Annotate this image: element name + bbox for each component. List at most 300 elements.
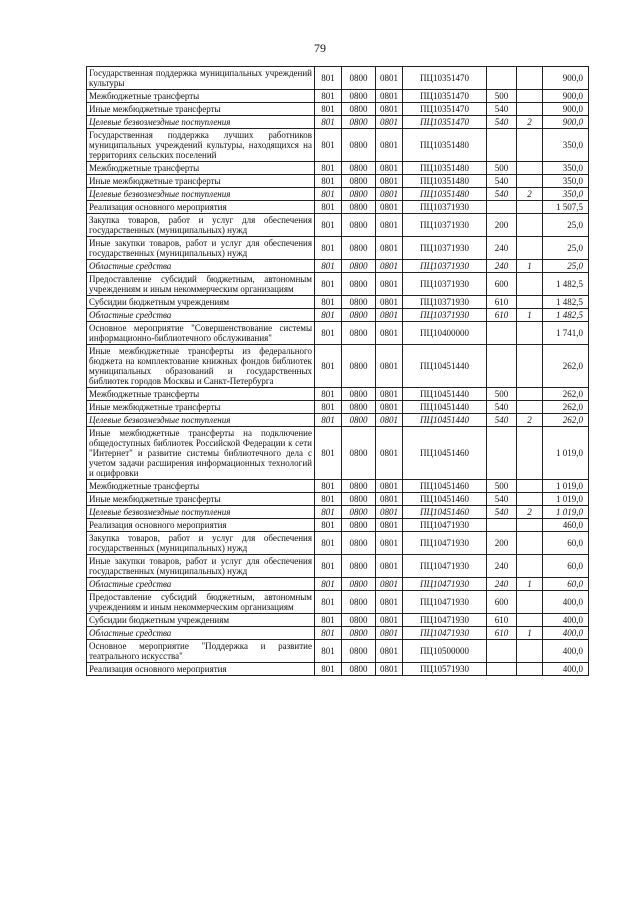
row-ved-code: 801 <box>315 640 342 663</box>
row-subsection-code: 0801 <box>376 296 403 309</box>
table-row <box>87 175 589 188</box>
table-row <box>87 640 589 663</box>
row-amount: 25,0 <box>543 260 589 273</box>
row-ved-code: 801 <box>315 345 342 388</box>
table-row <box>87 67 589 90</box>
row-target-article: ПЦ10451440 <box>403 345 487 388</box>
table-row <box>87 578 589 591</box>
row-amount: 350,0 <box>543 175 589 188</box>
row-funding-source <box>517 663 543 676</box>
row-funding-source <box>517 103 543 116</box>
row-expense-type: 540 <box>487 188 517 201</box>
row-ved-code: 801 <box>315 414 342 427</box>
row-amount: 25,0 <box>543 237 589 260</box>
row-name: Иные межбюджетные трансферты <box>87 103 315 116</box>
row-subsection-code: 0801 <box>376 401 403 414</box>
table-row <box>87 129 589 162</box>
row-expense-type: 610 <box>487 309 517 322</box>
row-amount: 262,0 <box>543 401 589 414</box>
row-subsection-code: 0801 <box>376 627 403 640</box>
row-funding-source: 1 <box>517 627 543 640</box>
row-amount: 1 482,5 <box>543 309 589 322</box>
row-name: Межбюджетные трансферты <box>87 480 315 493</box>
row-funding-source <box>517 322 543 345</box>
row-funding-source <box>517 296 543 309</box>
row-section-code: 0800 <box>342 614 376 627</box>
row-amount: 1 482,5 <box>543 273 589 296</box>
row-subsection-code: 0801 <box>376 188 403 201</box>
row-section-code: 0800 <box>342 116 376 129</box>
row-name: Субсидии бюджетным учреждениям <box>87 614 315 627</box>
table-row <box>87 214 589 237</box>
row-subsection-code: 0801 <box>376 214 403 237</box>
row-name: Государственная поддержка лучших работников муниципальных учреждений культуры, находящихся на территориях сельских поселений <box>87 129 315 162</box>
row-name: Основное мероприятие "Поддержка и развитие театрального искусства" <box>87 640 315 663</box>
row-expense-type: 200 <box>487 532 517 555</box>
row-ved-code: 801 <box>315 493 342 506</box>
row-name: Целевые безвозмездные поступления <box>87 116 315 129</box>
row-amount: 400,0 <box>543 627 589 640</box>
row-expense-type: 540 <box>487 506 517 519</box>
row-target-article: ПЦ10471930 <box>403 578 487 591</box>
row-expense-type: 240 <box>487 260 517 273</box>
row-ved-code: 801 <box>315 578 342 591</box>
row-section-code: 0800 <box>342 591 376 614</box>
table-row <box>87 388 589 401</box>
row-subsection-code: 0801 <box>376 578 403 591</box>
row-expense-type <box>487 663 517 676</box>
row-section-code: 0800 <box>342 532 376 555</box>
table-row <box>87 237 589 260</box>
row-target-article: ПЦ10451440 <box>403 388 487 401</box>
row-subsection-code: 0801 <box>376 103 403 116</box>
row-funding-source <box>517 201 543 214</box>
table-row <box>87 345 589 388</box>
row-ved-code: 801 <box>315 322 342 345</box>
row-funding-source <box>517 388 543 401</box>
row-subsection-code: 0801 <box>376 309 403 322</box>
row-section-code: 0800 <box>342 427 376 480</box>
row-amount: 1 482,5 <box>543 296 589 309</box>
row-target-article: ПЦ10451440 <box>403 414 487 427</box>
row-name: Субсидии бюджетным учреждениям <box>87 296 315 309</box>
row-amount: 900,0 <box>543 103 589 116</box>
row-amount: 1 019,0 <box>543 506 589 519</box>
row-funding-source: 2 <box>517 506 543 519</box>
row-target-article: ПЦ10471930 <box>403 532 487 555</box>
row-amount: 1 507,5 <box>543 201 589 214</box>
row-funding-source <box>517 214 543 237</box>
row-ved-code: 801 <box>315 480 342 493</box>
row-ved-code: 801 <box>315 201 342 214</box>
row-amount: 262,0 <box>543 414 589 427</box>
row-name: Иные закупки товаров, работ и услуг для обеспечения государственных (муниципальных) нужд <box>87 237 315 260</box>
row-target-article: ПЦ10371930 <box>403 309 487 322</box>
budget-table-body <box>87 67 589 676</box>
table-row <box>87 493 589 506</box>
row-target-article: ПЦ10471930 <box>403 591 487 614</box>
row-funding-source: 2 <box>517 188 543 201</box>
row-section-code: 0800 <box>342 322 376 345</box>
row-funding-source <box>517 493 543 506</box>
row-name: Межбюджетные трансферты <box>87 162 315 175</box>
table-row <box>87 116 589 129</box>
row-expense-type <box>487 427 517 480</box>
row-target-article: ПЦ10371930 <box>403 214 487 237</box>
row-expense-type <box>487 640 517 663</box>
row-funding-source <box>517 401 543 414</box>
table-row <box>87 519 589 532</box>
row-expense-type: 540 <box>487 493 517 506</box>
row-expense-type: 540 <box>487 116 517 129</box>
row-ved-code: 801 <box>315 296 342 309</box>
row-section-code: 0800 <box>342 627 376 640</box>
row-funding-source: 1 <box>517 309 543 322</box>
row-expense-type: 610 <box>487 627 517 640</box>
row-amount: 1 019,0 <box>543 493 589 506</box>
row-name: Целевые безвозмездные поступления <box>87 188 315 201</box>
row-expense-type: 540 <box>487 414 517 427</box>
row-section-code: 0800 <box>342 175 376 188</box>
row-name: Областные средства <box>87 309 315 322</box>
row-name: Областные средства <box>87 578 315 591</box>
row-expense-type: 240 <box>487 237 517 260</box>
row-funding-source <box>517 640 543 663</box>
table-row <box>87 614 589 627</box>
row-expense-type: 240 <box>487 555 517 578</box>
row-expense-type <box>487 322 517 345</box>
row-section-code: 0800 <box>342 493 376 506</box>
row-funding-source <box>517 162 543 175</box>
row-section-code: 0800 <box>342 103 376 116</box>
row-name: Иные межбюджетные трансферты <box>87 401 315 414</box>
row-funding-source <box>517 480 543 493</box>
row-expense-type: 500 <box>487 388 517 401</box>
row-section-code: 0800 <box>342 578 376 591</box>
row-funding-source <box>517 129 543 162</box>
row-expense-type: 500 <box>487 162 517 175</box>
row-target-article: ПЦ10371930 <box>403 260 487 273</box>
row-ved-code: 801 <box>315 90 342 103</box>
row-section-code: 0800 <box>342 555 376 578</box>
table-row <box>87 309 589 322</box>
row-funding-source <box>517 555 543 578</box>
row-ved-code: 801 <box>315 427 342 480</box>
row-subsection-code: 0801 <box>376 162 403 175</box>
row-section-code: 0800 <box>342 640 376 663</box>
row-expense-type: 610 <box>487 614 517 627</box>
row-expense-type: 200 <box>487 214 517 237</box>
row-subsection-code: 0801 <box>376 345 403 388</box>
row-expense-type: 610 <box>487 296 517 309</box>
row-section-code: 0800 <box>342 663 376 676</box>
row-section-code: 0800 <box>342 519 376 532</box>
row-expense-type: 540 <box>487 103 517 116</box>
row-subsection-code: 0801 <box>376 201 403 214</box>
row-section-code: 0800 <box>342 273 376 296</box>
row-ved-code: 801 <box>315 188 342 201</box>
row-subsection-code: 0801 <box>376 260 403 273</box>
row-subsection-code: 0801 <box>376 480 403 493</box>
table-row <box>87 591 589 614</box>
row-section-code: 0800 <box>342 129 376 162</box>
row-amount: 400,0 <box>543 640 589 663</box>
row-amount: 900,0 <box>543 67 589 90</box>
row-expense-type: 540 <box>487 401 517 414</box>
row-target-article: ПЦ10451460 <box>403 493 487 506</box>
row-amount: 400,0 <box>543 614 589 627</box>
row-amount: 262,0 <box>543 345 589 388</box>
row-ved-code: 801 <box>315 506 342 519</box>
row-ved-code: 801 <box>315 214 342 237</box>
row-amount: 1 019,0 <box>543 427 589 480</box>
row-subsection-code: 0801 <box>376 663 403 676</box>
row-ved-code: 801 <box>315 162 342 175</box>
row-amount: 60,0 <box>543 532 589 555</box>
row-ved-code: 801 <box>315 116 342 129</box>
row-amount: 60,0 <box>543 555 589 578</box>
row-target-article: ПЦ10500000 <box>403 640 487 663</box>
row-ved-code: 801 <box>315 532 342 555</box>
row-name: Реализация основного мероприятия <box>87 519 315 532</box>
row-target-article: ПЦ10371930 <box>403 273 487 296</box>
row-name: Закупка товаров, работ и услуг для обеспечения государственных (муниципальных) нужд <box>87 532 315 555</box>
row-subsection-code: 0801 <box>376 175 403 188</box>
row-section-code: 0800 <box>342 480 376 493</box>
row-subsection-code: 0801 <box>376 322 403 345</box>
row-subsection-code: 0801 <box>376 519 403 532</box>
row-subsection-code: 0801 <box>376 273 403 296</box>
row-subsection-code: 0801 <box>376 555 403 578</box>
row-funding-source: 2 <box>517 414 543 427</box>
table-row <box>87 506 589 519</box>
row-subsection-code: 0801 <box>376 414 403 427</box>
budget-table <box>86 66 589 676</box>
row-target-article: ПЦ10471930 <box>403 627 487 640</box>
row-amount: 350,0 <box>543 162 589 175</box>
row-expense-type: 600 <box>487 273 517 296</box>
row-amount: 1 741,0 <box>543 322 589 345</box>
row-subsection-code: 0801 <box>376 506 403 519</box>
row-name: Иные межбюджетные трансферты из федерального бюджета на комплектование книжных фондов библиотек муниципальных образований и государственных библиотек городов Москвы и Санкт-Петербурга <box>87 345 315 388</box>
row-expense-type <box>487 519 517 532</box>
row-funding-source <box>517 345 543 388</box>
row-subsection-code: 0801 <box>376 640 403 663</box>
table-row <box>87 627 589 640</box>
row-funding-source: 2 <box>517 116 543 129</box>
row-name: Областные средства <box>87 260 315 273</box>
row-name: Основное мероприятие "Совершенствование системы информационно-библиотечного обслуживания" <box>87 322 315 345</box>
row-amount: 350,0 <box>543 188 589 201</box>
table-row <box>87 555 589 578</box>
row-expense-type <box>487 201 517 214</box>
row-target-article: ПЦ10371930 <box>403 237 487 260</box>
row-ved-code: 801 <box>315 663 342 676</box>
row-section-code: 0800 <box>342 388 376 401</box>
table-row <box>87 414 589 427</box>
row-subsection-code: 0801 <box>376 427 403 480</box>
row-funding-source <box>517 237 543 260</box>
row-expense-type: 240 <box>487 578 517 591</box>
row-amount: 460,0 <box>543 519 589 532</box>
row-expense-type: 540 <box>487 175 517 188</box>
row-subsection-code: 0801 <box>376 388 403 401</box>
row-target-article: ПЦ10571930 <box>403 663 487 676</box>
row-subsection-code: 0801 <box>376 591 403 614</box>
table-row <box>87 401 589 414</box>
table-row <box>87 201 589 214</box>
row-name: Государственная поддержка муниципальных учреждений культуры <box>87 67 315 90</box>
row-amount: 900,0 <box>543 90 589 103</box>
table-row <box>87 532 589 555</box>
row-target-article: ПЦ10351480 <box>403 162 487 175</box>
row-section-code: 0800 <box>342 90 376 103</box>
row-target-article: ПЦ10471930 <box>403 555 487 578</box>
row-target-article: ПЦ10471930 <box>403 614 487 627</box>
table-row <box>87 480 589 493</box>
row-funding-source: 1 <box>517 578 543 591</box>
row-ved-code: 801 <box>315 591 342 614</box>
row-name: Целевые безвозмездные поступления <box>87 414 315 427</box>
row-ved-code: 801 <box>315 388 342 401</box>
table-row <box>87 322 589 345</box>
row-section-code: 0800 <box>342 260 376 273</box>
table-row <box>87 296 589 309</box>
row-funding-source: 1 <box>517 260 543 273</box>
row-subsection-code: 0801 <box>376 614 403 627</box>
row-ved-code: 801 <box>315 309 342 322</box>
row-expense-type <box>487 129 517 162</box>
row-funding-source <box>517 273 543 296</box>
row-target-article: ПЦ10400000 <box>403 322 487 345</box>
row-funding-source <box>517 90 543 103</box>
row-funding-source <box>517 427 543 480</box>
row-ved-code: 801 <box>315 519 342 532</box>
table-row <box>87 162 589 175</box>
row-amount: 900,0 <box>543 116 589 129</box>
row-expense-type: 600 <box>487 591 517 614</box>
row-subsection-code: 0801 <box>376 67 403 90</box>
row-name: Предоставление субсидий бюджетным, автономным учреждениям и иным некоммерческим организациям <box>87 273 315 296</box>
row-expense-type: 500 <box>487 90 517 103</box>
row-ved-code: 801 <box>315 237 342 260</box>
row-target-article: ПЦ10451460 <box>403 427 487 480</box>
row-name: Закупка товаров, работ и услуг для обеспечения государственных (муниципальных) нужд <box>87 214 315 237</box>
row-target-article: ПЦ10351480 <box>403 129 487 162</box>
row-name: Предоставление субсидий бюджетным, автономным учреждениям и иным некоммерческим организациям <box>87 591 315 614</box>
row-funding-source <box>517 532 543 555</box>
row-name: Целевые безвозмездные поступления <box>87 506 315 519</box>
row-ved-code: 801 <box>315 67 342 90</box>
row-section-code: 0800 <box>342 237 376 260</box>
row-ved-code: 801 <box>315 627 342 640</box>
row-name: Реализация основного мероприятия <box>87 663 315 676</box>
row-amount: 400,0 <box>543 663 589 676</box>
row-name: Иные межбюджетные трансферты <box>87 175 315 188</box>
row-ved-code: 801 <box>315 273 342 296</box>
row-section-code: 0800 <box>342 67 376 90</box>
row-target-article: ПЦ10451460 <box>403 506 487 519</box>
table-row <box>87 663 589 676</box>
row-subsection-code: 0801 <box>376 532 403 555</box>
row-section-code: 0800 <box>342 188 376 201</box>
row-section-code: 0800 <box>342 201 376 214</box>
row-ved-code: 801 <box>315 129 342 162</box>
row-ved-code: 801 <box>315 260 342 273</box>
row-amount: 25,0 <box>543 214 589 237</box>
row-subsection-code: 0801 <box>376 90 403 103</box>
row-target-article: ПЦ10351470 <box>403 90 487 103</box>
row-name: Иные закупки товаров, работ и услуг для обеспечения государственных (муниципальных) нужд <box>87 555 315 578</box>
row-expense-type <box>487 67 517 90</box>
row-amount: 400,0 <box>543 591 589 614</box>
row-funding-source <box>517 591 543 614</box>
row-target-article: ПЦ10371930 <box>403 201 487 214</box>
table-row <box>87 260 589 273</box>
row-target-article: ПЦ10371930 <box>403 296 487 309</box>
row-funding-source <box>517 519 543 532</box>
row-target-article: ПЦ10351480 <box>403 175 487 188</box>
row-subsection-code: 0801 <box>376 493 403 506</box>
row-ved-code: 801 <box>315 614 342 627</box>
row-ved-code: 801 <box>315 103 342 116</box>
row-amount: 60,0 <box>543 578 589 591</box>
table-row <box>87 103 589 116</box>
row-section-code: 0800 <box>342 309 376 322</box>
row-name: Областные средства <box>87 627 315 640</box>
row-name: Иные межбюджетные трансферты <box>87 493 315 506</box>
row-subsection-code: 0801 <box>376 237 403 260</box>
row-section-code: 0800 <box>342 162 376 175</box>
row-target-article: ПЦ10351470 <box>403 67 487 90</box>
row-section-code: 0800 <box>342 401 376 414</box>
row-expense-type: 500 <box>487 480 517 493</box>
table-row <box>87 427 589 480</box>
row-ved-code: 801 <box>315 175 342 188</box>
row-amount: 1 019,0 <box>543 480 589 493</box>
row-funding-source <box>517 614 543 627</box>
row-target-article: ПЦ10451460 <box>403 480 487 493</box>
row-target-article: ПЦ10351470 <box>403 103 487 116</box>
row-funding-source <box>517 175 543 188</box>
row-section-code: 0800 <box>342 345 376 388</box>
row-name: Реализация основного мероприятия <box>87 201 315 214</box>
page-number: 79 <box>314 41 326 55</box>
row-section-code: 0800 <box>342 414 376 427</box>
row-subsection-code: 0801 <box>376 116 403 129</box>
row-section-code: 0800 <box>342 506 376 519</box>
table-row <box>87 188 589 201</box>
row-name: Иные межбюджетные трансферты на подключение общедоступных библиотек Российской Федерации к сети "Интернет" и развитие системы библиотечного дела с учетом задачи расширения информационных технологий и оцифровки <box>87 427 315 480</box>
table-row <box>87 273 589 296</box>
row-ved-code: 801 <box>315 555 342 578</box>
row-target-article: ПЦ10351480 <box>403 188 487 201</box>
row-expense-type <box>487 345 517 388</box>
row-amount: 350,0 <box>543 129 589 162</box>
row-funding-source <box>517 67 543 90</box>
row-section-code: 0800 <box>342 296 376 309</box>
table-row <box>87 90 589 103</box>
row-target-article: ПЦ10451440 <box>403 401 487 414</box>
row-name: Межбюджетные трансферты <box>87 388 315 401</box>
row-target-article: ПЦ10351470 <box>403 116 487 129</box>
row-amount: 262,0 <box>543 388 589 401</box>
row-name: Межбюджетные трансферты <box>87 90 315 103</box>
row-subsection-code: 0801 <box>376 129 403 162</box>
row-section-code: 0800 <box>342 214 376 237</box>
row-ved-code: 801 <box>315 401 342 414</box>
row-target-article: ПЦ10471930 <box>403 519 487 532</box>
